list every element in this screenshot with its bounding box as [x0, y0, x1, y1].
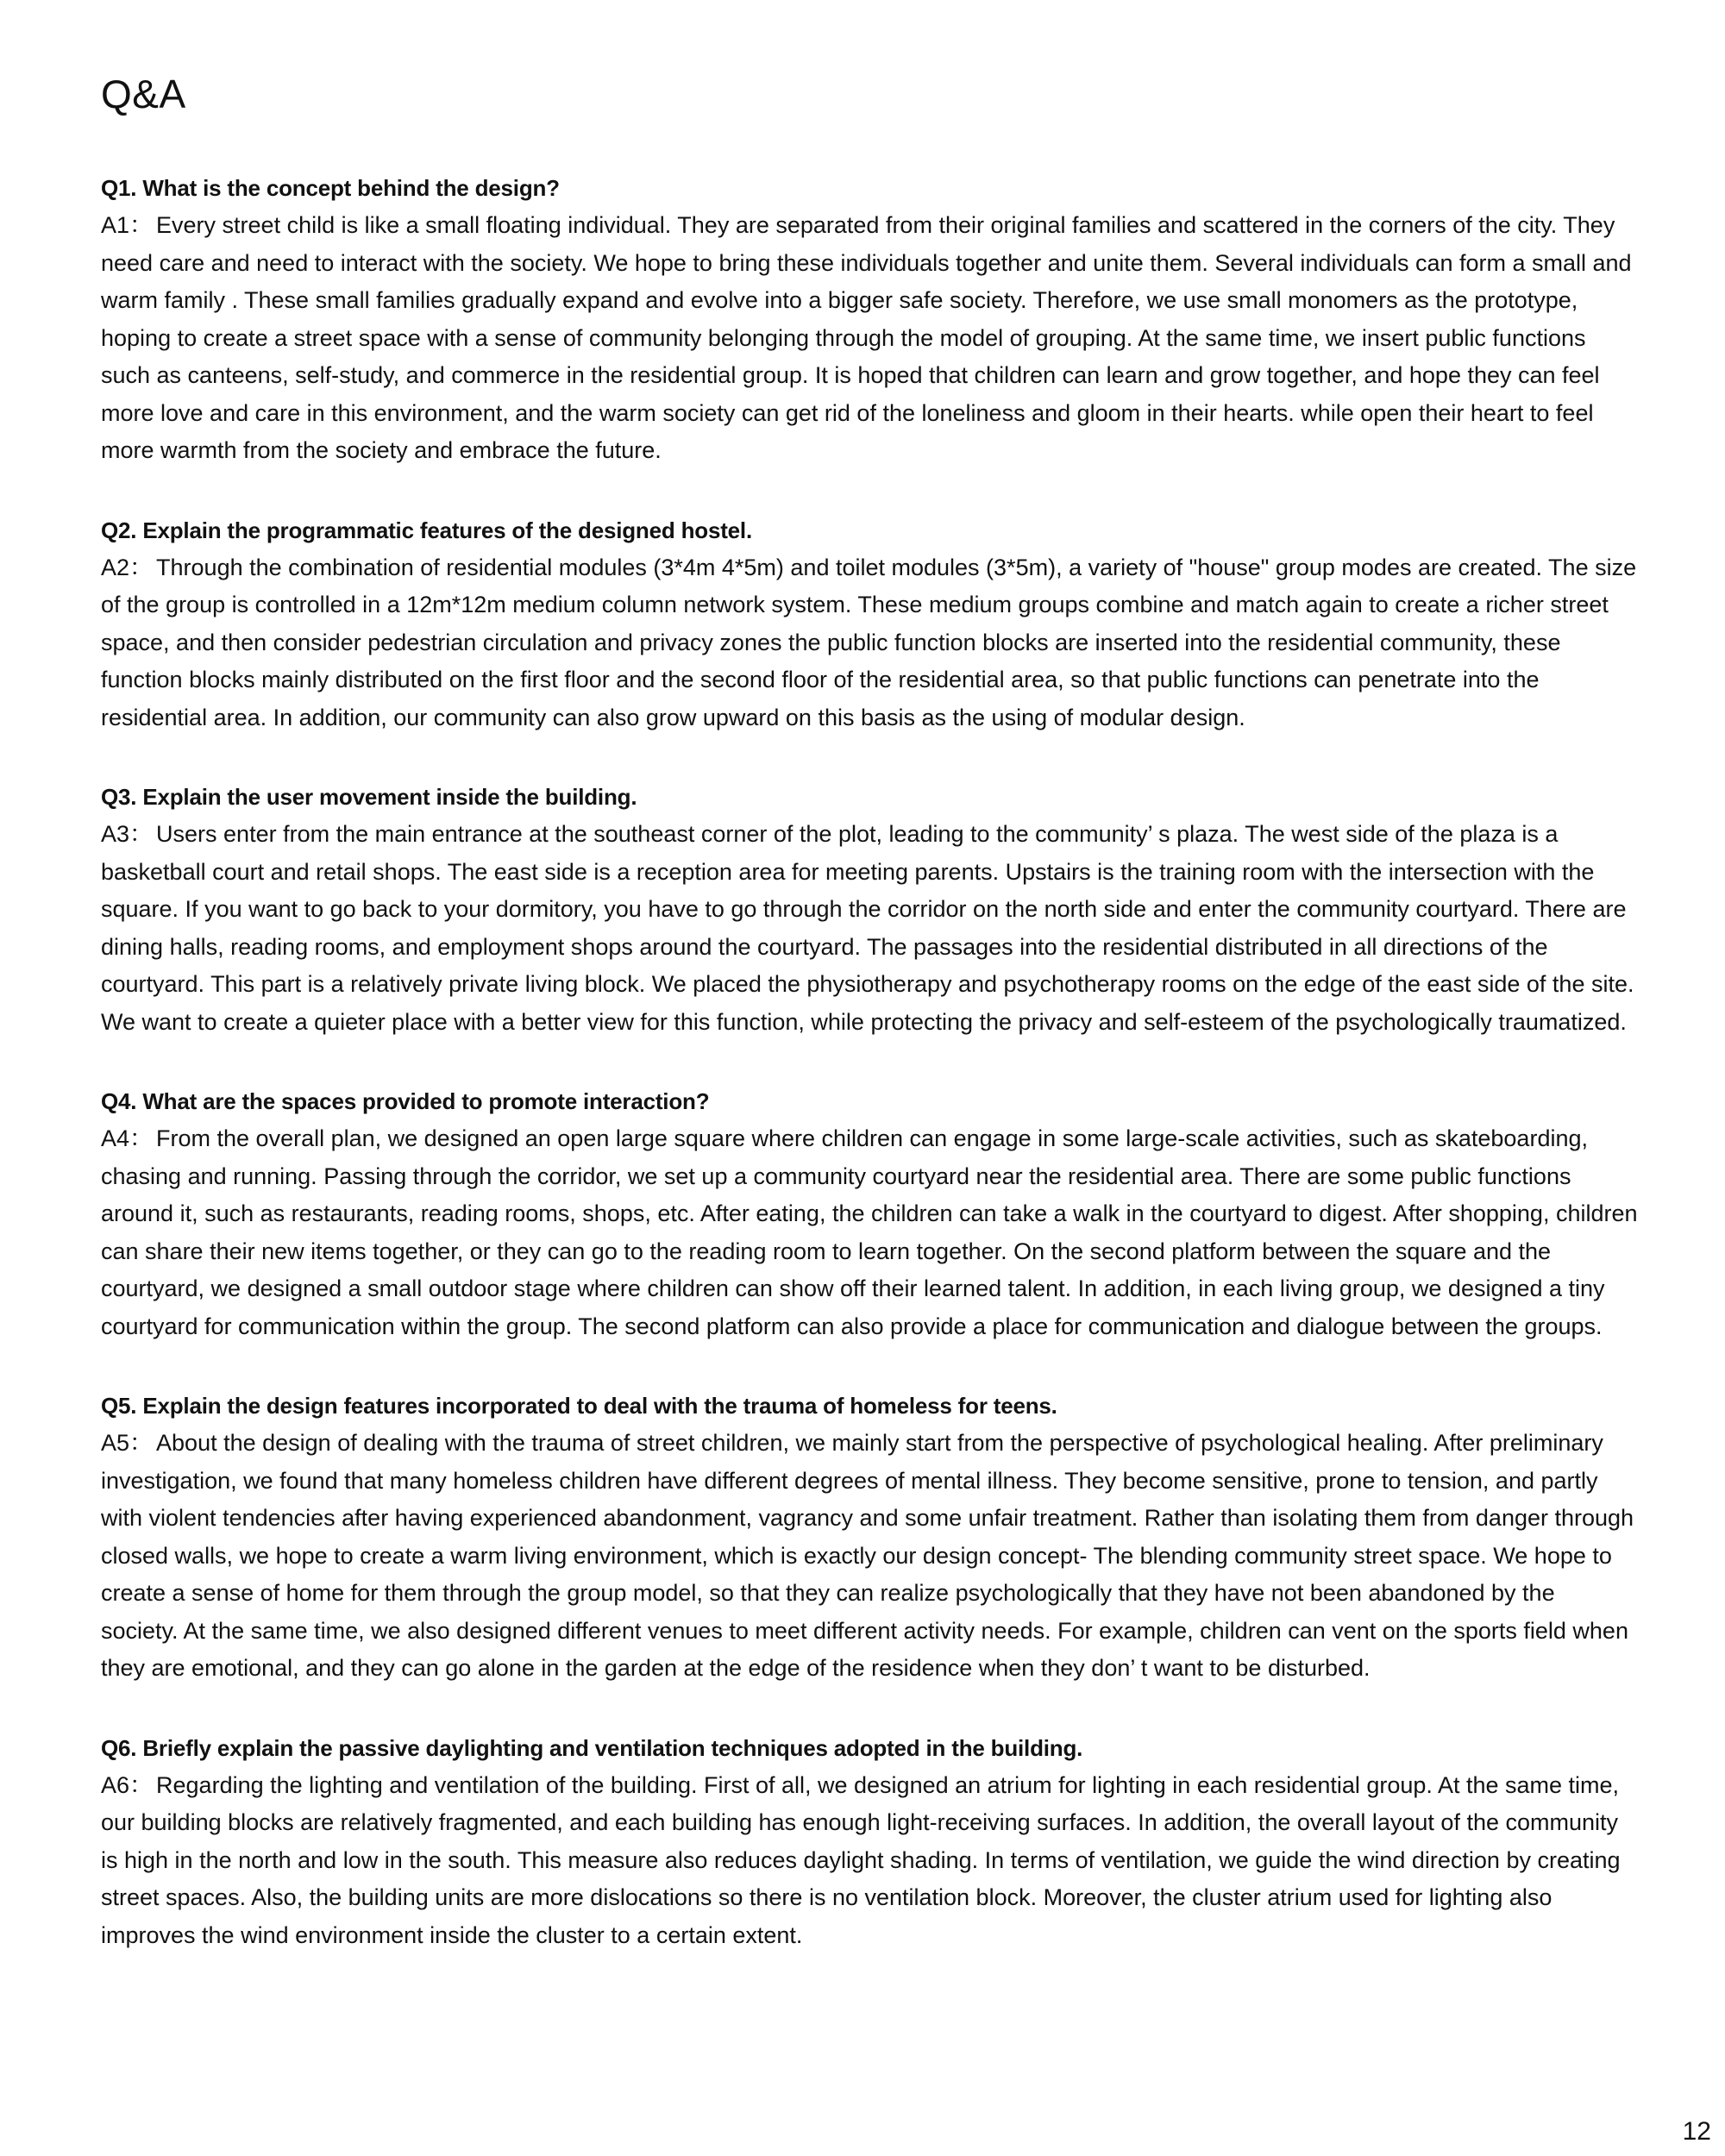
question-5: Q5. Explain the design features incorporated to deal with the trauma of homeless for teens.: [101, 1393, 1057, 1419]
page-number: 12: [1682, 2117, 1711, 2146]
answer-text-2: Through the combination of residential modules (3*4m 4*5m) and toilet modules (3*5m), a variety of "house" group modes are created. The size of the group is controlled in a 12m*12m medium column network system. These medium groups combine and match again to create a richer street space, and then consider pedestrian circulation and privacy zones the public function blocks are inserted into the residential community, these function blocks mainly distributed on the first floor and the second floor of the residential area, so that public functions can penetrate into the residential area. In addition, our community can also grow upward on this basis as the using of modular design.: [101, 554, 1637, 730]
qa-list: [101, 169, 1638, 1996]
answer-text-1: Every street child is like a small floating individual. They are separated from their original families and scattered in the corners of the city. They need care and need to interact with the society. We hope to bring these individuals together and unite them. Several individuals can form a small and warm family . These small families gradually expand and evolve into a bigger safe society. Therefore, we use small monomers as the prototype, hoping to create a street space with a sense of community belonging through the model of grouping. At the same time, we insert public functions such as canteens, self-study, and commerce in the residential group. It is hoped that children can learn and grow together, and hope they can feel more love and care in this environment, and the warm society can get rid of the loneliness and gloom in their hearts. while open their heart to feel more warmth from the society and embrace the future.: [101, 212, 1632, 463]
question-3: Q3. Explain the user movement inside the building.: [101, 784, 637, 810]
question-1: Q1. What is the concept behind the design?: [101, 175, 560, 201]
question-2: Q2. Explain the programmatic features of the designed hostel.: [101, 517, 752, 543]
question-6: Q6. Briefly explain the passive daylighting and ventilation techniques adopted in the building.: [101, 1734, 1083, 1761]
question-4: Q4. What are the spaces provided to promote interaction?: [101, 1088, 710, 1114]
answer-label-2: A2：: [101, 554, 154, 580]
qa-item-5: [101, 1387, 1638, 1688]
answer-text-4: From the overall plan, we designed an open large square where children can engage in some large-scale activities, such as skateboarding, chasing and running. Passing through the corridor, we set up a community courtyard near the residential area. There are some public functions around it, such as restaurants, reading rooms, shops, etc. After eating, the children can take a walk in the courtyard to digest. After shopping, children can share their new items together, or they can go to the reading room to learn together. On the second platform between the square and the courtyard, we designed a small outdoor stage where children can show off their learned talent. In addition, in each living group, we designed a tiny courtyard for communication within the group. The second platform can also provide a place for communication and dialogue between the groups.: [101, 1125, 1638, 1339]
qa-item-6: [101, 1729, 1638, 1955]
answer-2: [101, 549, 1638, 737]
answer-text-6: Regarding the lighting and ventilation of the building. First of all, we designed an atrium for lighting in each residential group. At the same time, our building blocks are relatively fragmented, and each building has enough light-receiving surfaces. In addition, the overall layout of the community is high in the north and low in the south. This measure also reduces daylight shading. In terms of ventilation, we guide the wind direction by creating street spaces. Also, the building units are more dislocations so there is no ventilation block. Moreover, the cluster atrium used for lighting also improves the wind environment inside the cluster to a certain extent.: [101, 1771, 1621, 1948]
qa-item-3: [101, 778, 1638, 1041]
answer-label-3: A3：: [101, 821, 154, 847]
answer-text-3: Users enter from the main entrance at the southeast corner of the plot, leading to the community’ s plaza. The west side of the plaza is a basketball court and retail shops. The east side is a reception area for meeting parents. Upstairs is the training room with the intersection with the square. If you want to go back to your dormitory, you have to go through the corridor on the north side and enter the community courtyard. There are dining halls, reading rooms, and employment shops around the courtyard. The passages into the residential distributed in all directions of the courtyard. This part is a relatively private living block. We placed the physiotherapy and psychotherapy rooms on the edge of the east side of the site. We want to create a quieter place with a better view for this function, while protecting the privacy and self-esteem of the psychologically traumatized.: [101, 821, 1634, 1035]
answer-label-5: A5：: [101, 1430, 154, 1456]
answer-label-4: A4：: [101, 1125, 154, 1151]
page-title: Q&A: [101, 72, 186, 116]
answer-6: [101, 1767, 1638, 1955]
answer-text-5: About the design of dealing with the trauma of street children, we mainly start from the perspective of psychological healing. After preliminary investigation, we found that many homeless children have different degrees of mental illness. They become sensitive, prone to tension, and partly with violent tendencies after having experienced abandonment, vagrancy and some unfair treatment. Rather than isolating them from danger through closed walls, we hope to create a warm living environment, which is exactly our design concept- The blending community street space. We hope to create a sense of home for them through the group model, so that they can realize psychologically that they have not been abandoned by the society. At the same time, we also designed different venues to meet different activity needs. For example, children can vent on the sports field when they are emotional, and they can go alone in the garden at the edge of the residence when they don’ t want to be disturbed.: [101, 1430, 1634, 1681]
qa-item-2: [101, 511, 1638, 737]
answer-3: [101, 816, 1638, 1041]
qa-item-4: [101, 1082, 1638, 1345]
answer-label-6: A6：: [101, 1771, 154, 1798]
answer-1: [101, 207, 1638, 470]
answer-4: [101, 1120, 1638, 1345]
answer-label-1: A1：: [101, 212, 154, 238]
qa-item-1: [101, 169, 1638, 470]
answer-5: [101, 1425, 1638, 1688]
